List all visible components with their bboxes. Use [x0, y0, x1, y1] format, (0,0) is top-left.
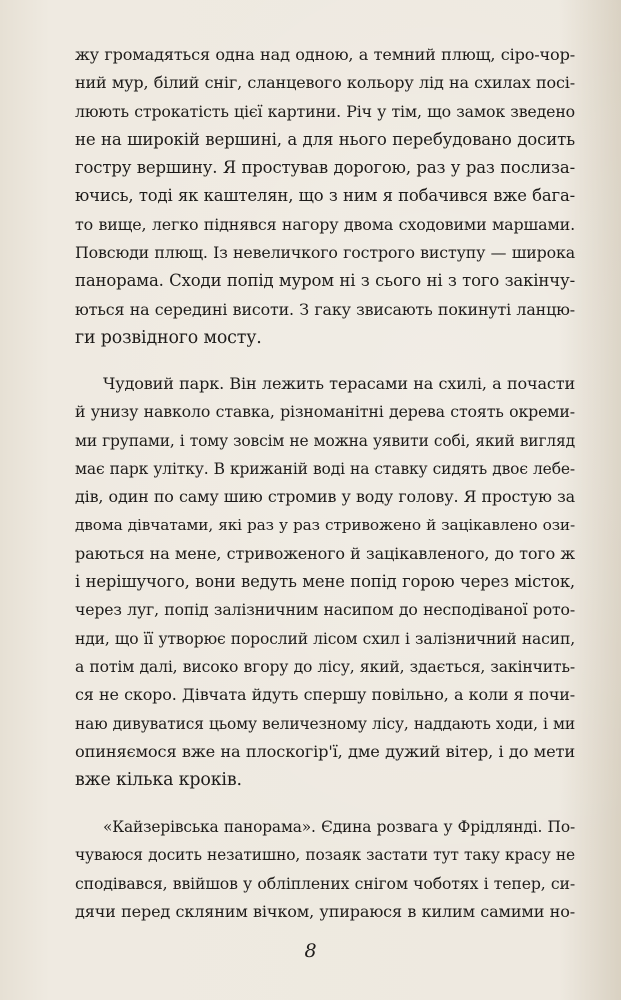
paragraph	[75, 813, 575, 926]
text-line: через луг, попід залізничним насипом до несподіваної рото-	[75, 600, 575, 620]
text-line: вже кілька кроків.	[75, 770, 242, 791]
text-line: Повсюди плющ. Із невеличкого гострого виступу — широка	[75, 243, 575, 263]
text-line: опиняємося вже на плоскогір'ї, дме дужий вітер, і до мети	[75, 741, 575, 761]
text-line: ми групами, і тому зовсім не можна уявити собі, який вигляд	[75, 431, 575, 450]
page-number: 8	[304, 940, 317, 962]
text-line: ся не скоро. Дівчата йдуть спершу повільно, а коли я почи-	[75, 685, 575, 705]
text-line: чуваюся досить незатишно, позаяк застати тут таку красу не	[75, 846, 575, 865]
text-line: і нерішучого, вони ведуть мене попід горою через місток,	[75, 572, 575, 592]
text-line: ються на середині висоти. З гаку звисають покинуті ланцю-	[75, 299, 575, 319]
text-line: ний мур, білий сніг, сланцевого кольору лід на схилах посі-	[75, 73, 575, 93]
text-line: двома дівчатами, які раз у раз стривожено й зацікавлено ози-	[75, 516, 575, 535]
text-line: не на широкій вершині, а для нього перебудовано досить	[75, 129, 575, 149]
paragraph	[75, 41, 575, 352]
text-line: й унизу навколо ставка, різноманітні дерева стоять окреми-	[75, 402, 575, 422]
text-line: нди, що її утворює порослий лісом схил і залізничний насип,	[75, 629, 575, 648]
text-line: жу громадяться одна над одною, а темний плющ, сіро-чор-	[75, 45, 575, 64]
text-line: то вище, легко піднявся нагору двома сходовими маршами.	[75, 214, 575, 234]
text-line: раються на мене, стривоженого й зацікавленого, до того ж	[75, 543, 575, 563]
text-line: має парк улітку. В крижаній воді на ставку сидять двоє лебе-	[75, 459, 575, 478]
text-line: ги розвідного мосту.	[75, 327, 262, 348]
text-line: «Кайзерівська панорама». Єдина розвага у Фрідлянді. По-	[103, 818, 575, 836]
text-line: дів, один по саму шию стромив у воду голову. Я простую за	[75, 487, 575, 507]
text-line: дячи перед скляним вічком, упираюся в килим самими но-	[75, 901, 575, 921]
text-line: панорама. Сходи попід муром ні з сього ні з того закінчу-	[75, 271, 575, 291]
text-line: Чудовий парк. Він лежить терасами на схилі, а почасти	[103, 374, 575, 393]
text-line: а потім далі, високо вгору до лісу, який, здається, закінчить-	[75, 657, 575, 676]
text-line: наю дивуватися цьому величезному лісу, наддають ходи, і ми	[75, 714, 575, 733]
text-line: люють строкатість цієї картини. Річ у тім, що замок зведено	[75, 101, 575, 121]
text-line: гостру вершину. Я простував дорогою, раз у раз послиза-	[75, 158, 575, 178]
text-line: ючись, тоді як каштелян, що з ним я побачився вже бага-	[75, 186, 575, 206]
paragraph	[75, 370, 575, 794]
text-line: сподівався, ввійшов у обліплених снігом чоботях і тепер, си-	[75, 873, 575, 893]
